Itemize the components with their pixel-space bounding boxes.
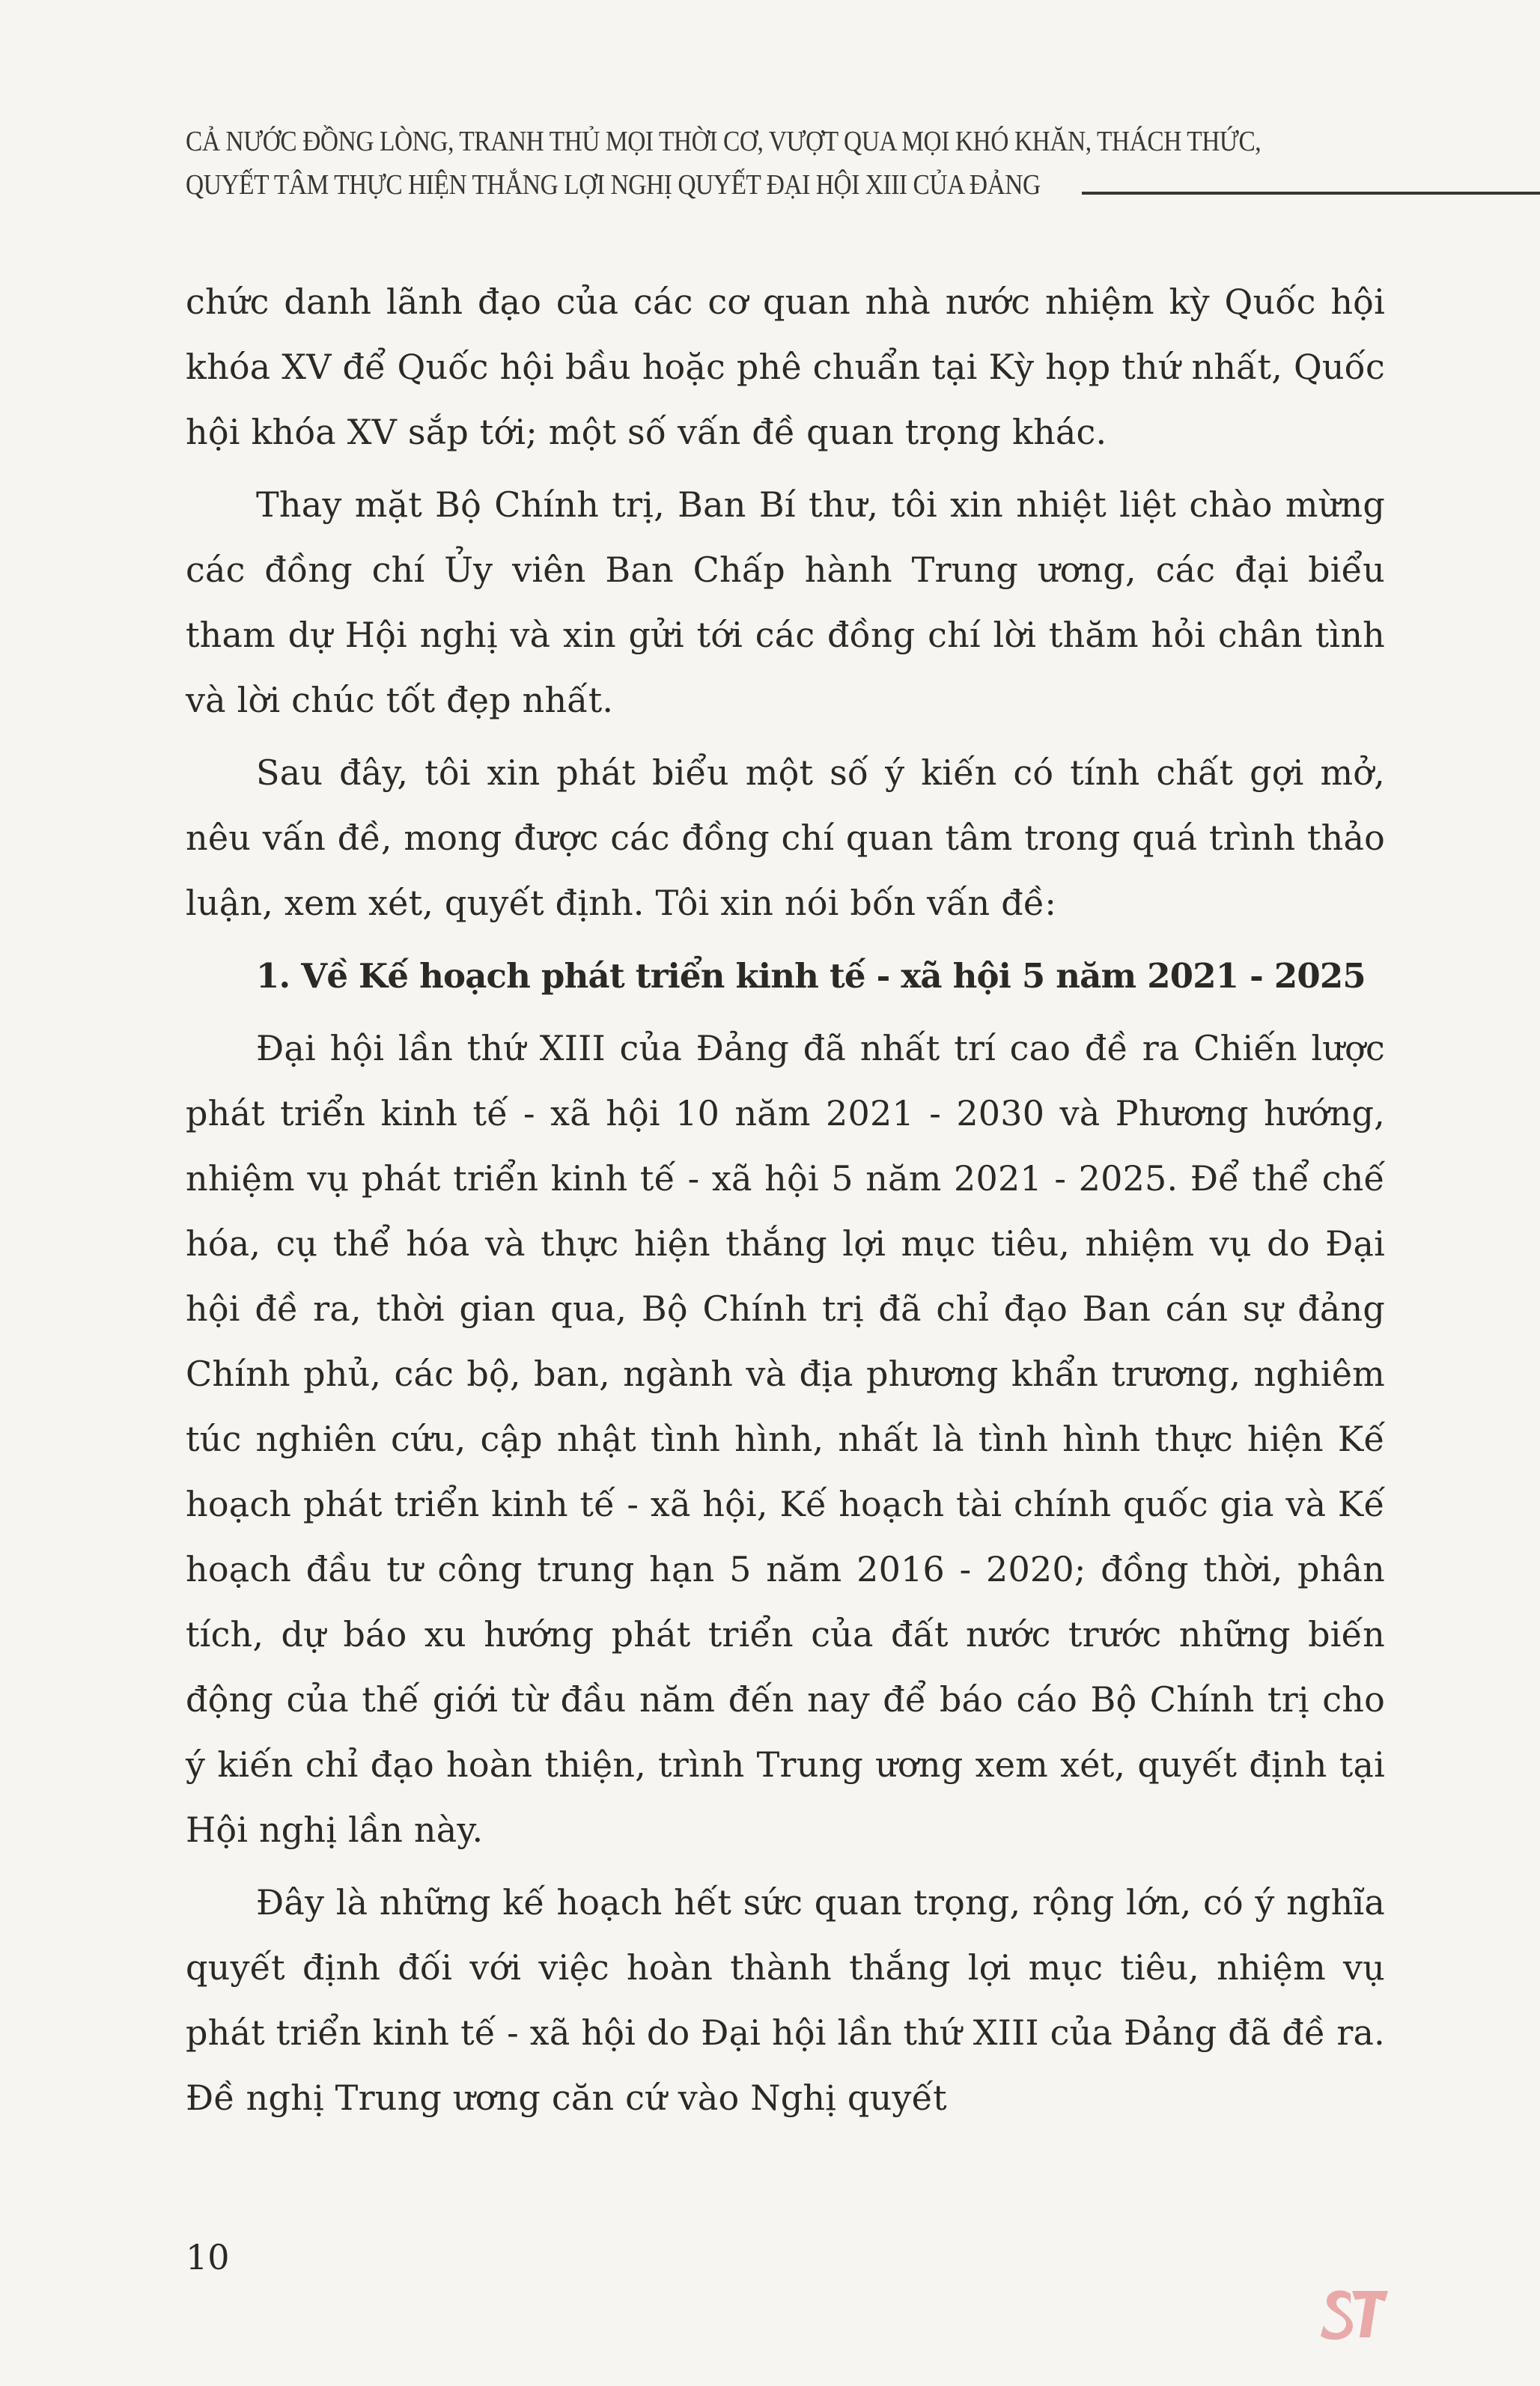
paragraph-continued: chức danh lãnh đạo của các cơ quan nhà nước nhiệm kỳ Quốc hội khóa XV để Quốc hội bầu hoặc phê chuẩn tại Kỳ họp thứ nhất, Quốc hội khóa XV sắp tới; một số vấn đề quan trọng khác. [186,281,1385,452]
paragraph: Thay mặt Bộ Chính trị, Ban Bí thư, tôi xin nhiệt liệt chào mừng các đồng chí Ủy viên Ban Chấp hành Trung ương, các đại biểu tham dự Hội nghị và xin gửi tới các đồng chí lời thăm hỏi chân tình và lời chúc tốt đẹp nhất. [186,484,1385,720]
publisher-logo-icon [1318,2283,1390,2345]
paragraph: Đây là những kế hoạch hết sức quan trọng, rộng lớn, có ý nghĩa quyết định đối với việc hoàn thành thắng lợi mục tiêu, nhiệm vụ phát triển kinh tế - xã hội do Đại hội lần thứ XIII của Đảng đã đề ra. Đề nghị Trung ương căn cứ vào Nghị quyết [186,1882,1385,2118]
paragraph: Sau đây, tôi xin phát biểu một số ý kiến có tính chất gợi mở, nêu vấn đề, mong được các đồng chí quan tâm trong quá trình thảo luận, xem xét, quyết định. Tôi xin nói bốn vấn đề: [186,752,1385,923]
running-head-line-2: QUYẾT TÂM THỰC HIỆN THẮNG LỢI NGHỊ QUYẾT ĐẠI HỘI XIII CỦA ĐẢNG [186,169,1041,201]
body-text [186,270,1385,2138]
running-head-line-1: CẢ NƯỚC ĐỒNG LÒNG, TRANH THỦ MỌI THỜI CƠ, VƯỢT QUA MỌI KHÓ KHĂN, THÁCH THỨC, [186,126,1261,157]
section-heading: 1. Về Kế hoạch phát triển kinh tế - xã hội 5 năm 2021 - 2025 [256,956,1366,996]
running-head-rule [1082,192,1540,195]
paragraph: Đại hội lần thứ XIII của Đảng đã nhất trí cao đề ra Chiến lược phát triển kinh tế - xã hội 10 năm 2021 - 2030 và Phương hướng, nhiệm vụ phát triển kinh tế - xã hội 5 năm 2021 - 2025. Để thể chế hóa, cụ thể hóa và thực hiện thắng lợi mục tiêu, nhiệm vụ do Đại hội đề ra, thời gian qua, Bộ Chính trị đã chỉ đạo Ban cán sự đảng Chính phủ, các bộ, ban, ngành và địa phương khẩn trương, nghiêm túc nghiên cứu, cập nhật tình hình, nhất là tình hình thực hiện Kế hoạch phát triển kinh tế - xã hội, Kế hoạch tài chính quốc gia và Kế hoạch đầu tư công trung hạn 5 năm 2016 - 2020; đồng thời, phân tích, dự báo xu hướng phát triển của đất nước trước những biến động của thế giới từ đầu năm đến nay để báo cáo Bộ Chính trị cho ý kiến chỉ đạo hoàn thiện, trình Trung ương xem xét, quyết định tại Hội nghị lần này. [186,1028,1385,1850]
page-number: 10 [186,2237,230,2277]
